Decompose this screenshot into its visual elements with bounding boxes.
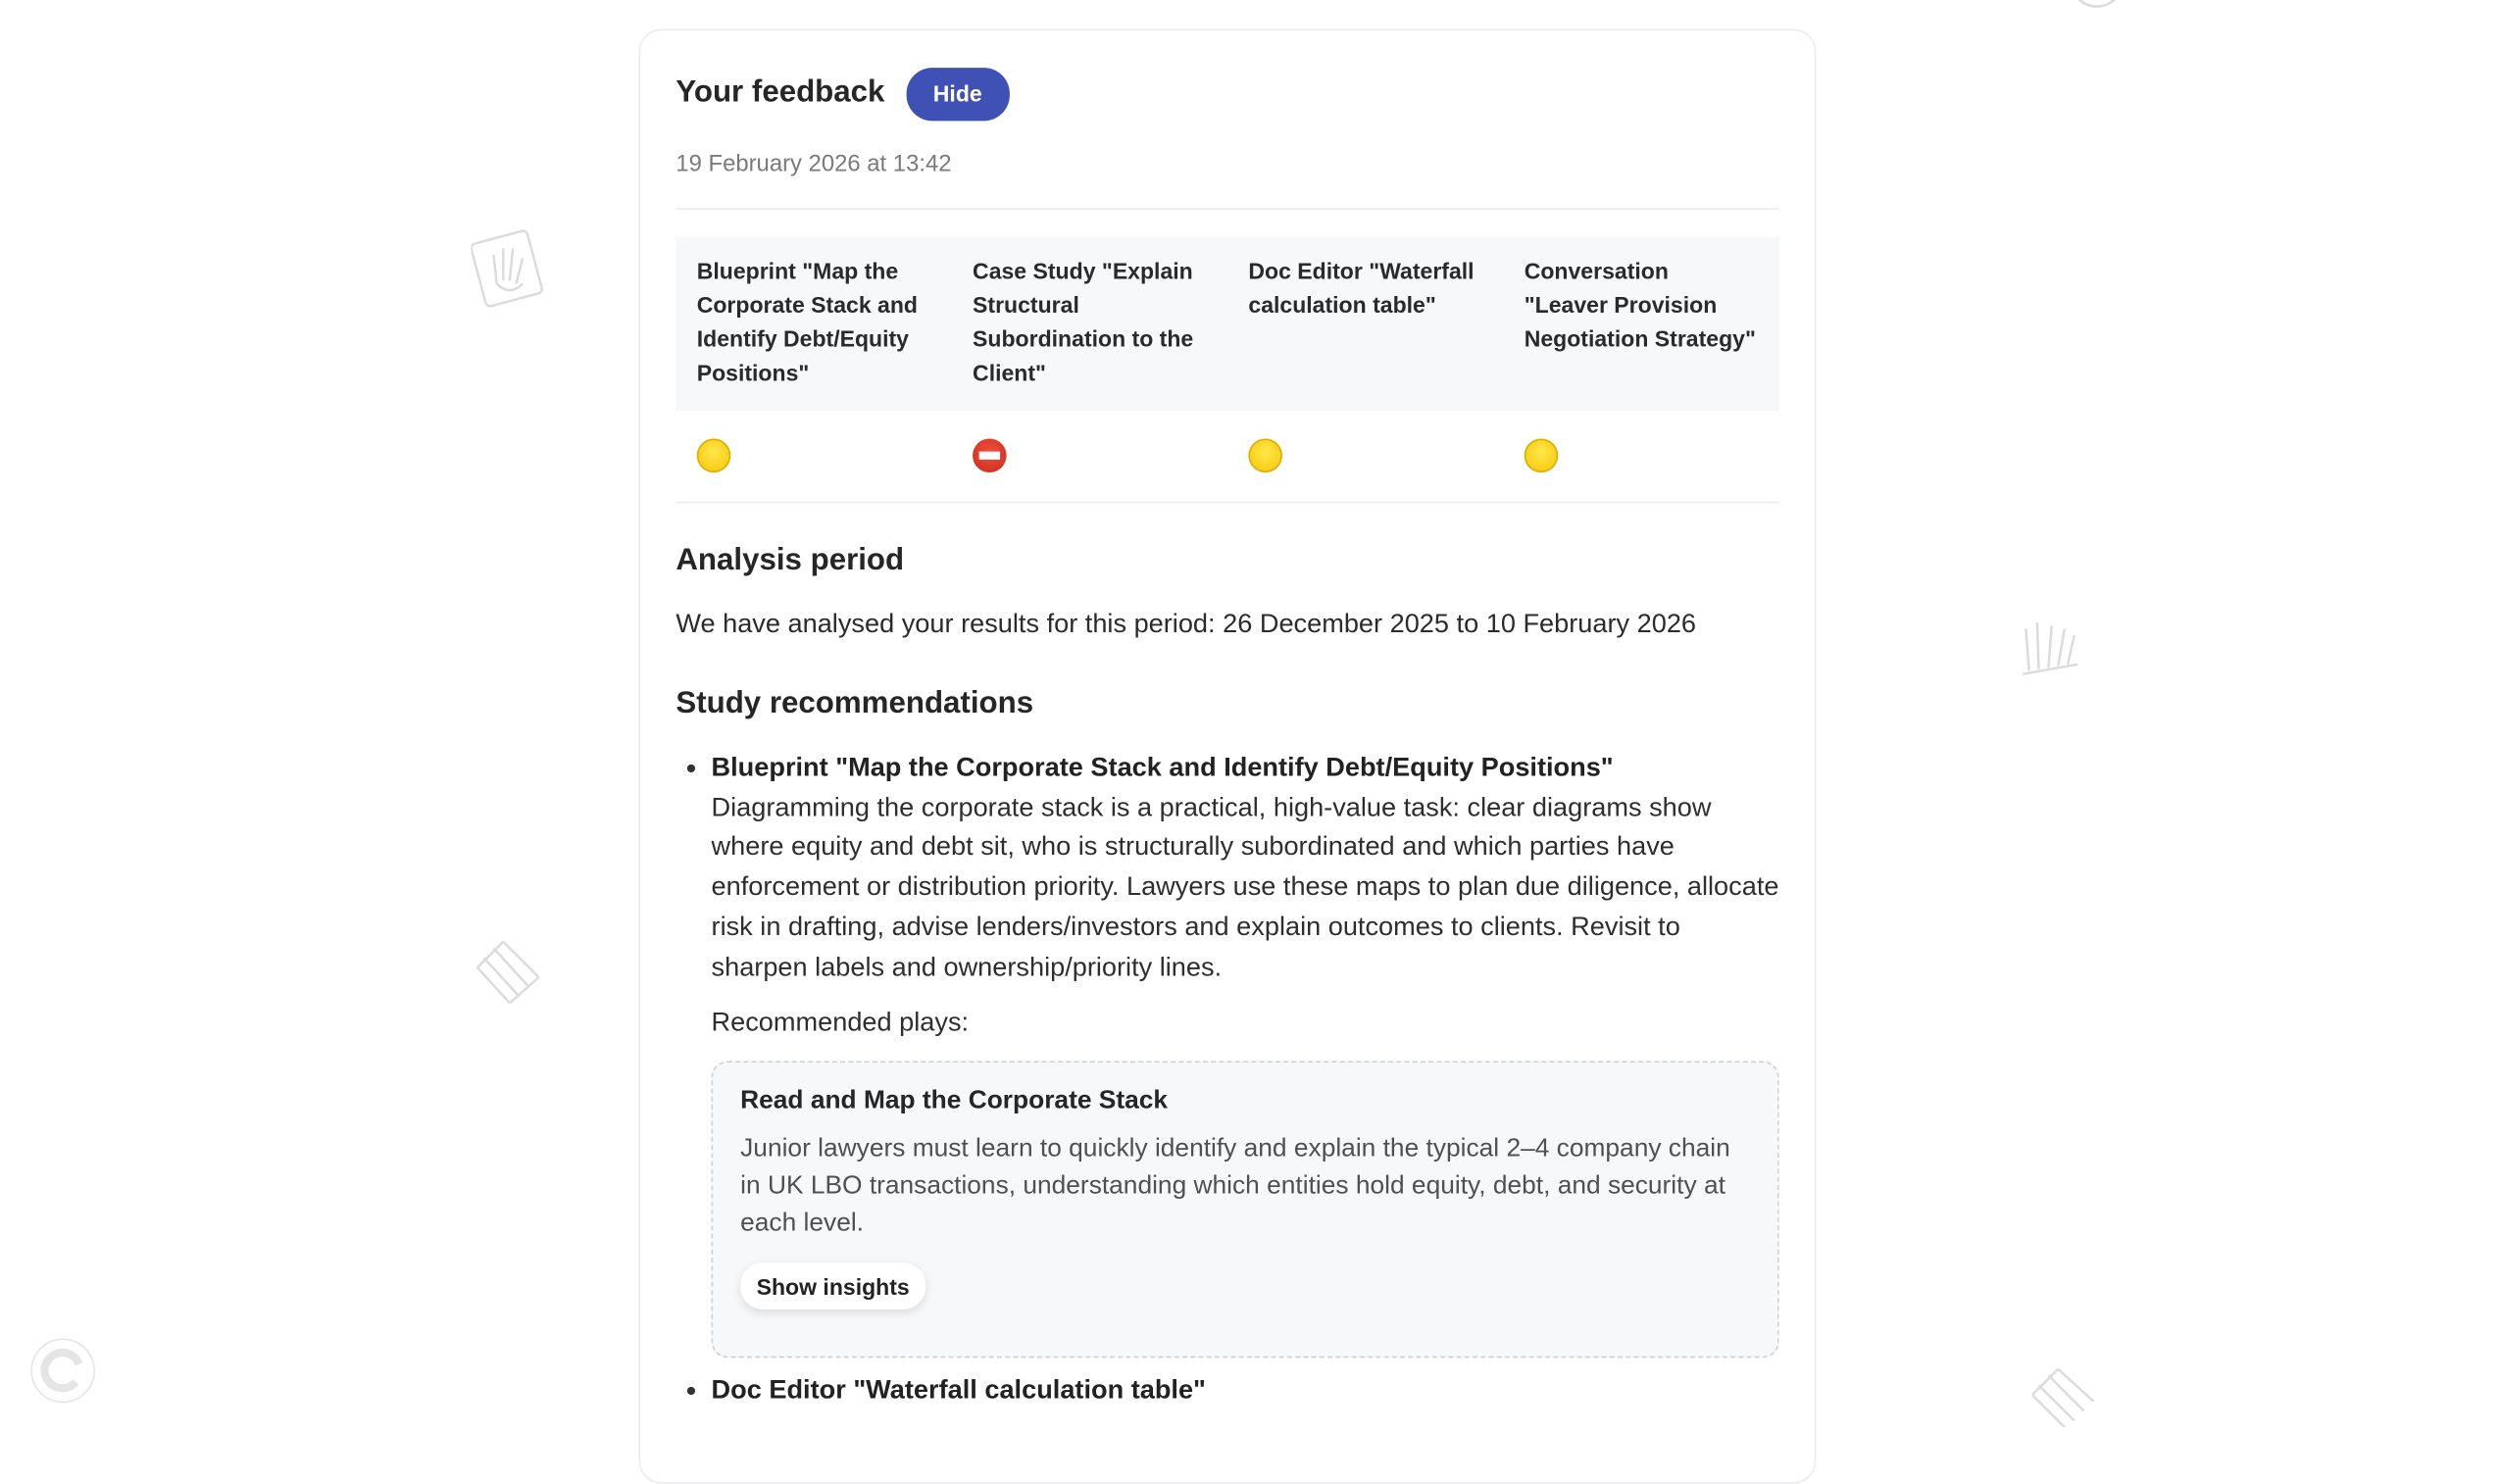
divider	[675, 502, 1778, 504]
bullet	[687, 1387, 695, 1395]
hand-icon	[471, 225, 548, 310]
feedback-card	[638, 29, 1816, 1484]
hide-button[interactable]: Hide	[906, 67, 1010, 120]
play-title: Read and Map the Corporate Stack	[740, 1087, 1169, 1115]
show-insights-button[interactable]: Show insights	[740, 1263, 925, 1311]
yellow-circle-icon	[1525, 438, 1559, 472]
recommendations-list	[675, 748, 1778, 1410]
analysis-text: We have analysed your results for this period: 26 December 2025 to 10 February 2026	[675, 609, 1697, 639]
play-card	[712, 1062, 1779, 1359]
recommendations-heading: Study recommendations	[675, 686, 1034, 721]
recommended-plays-label: Recommended plays:	[711, 1008, 970, 1038]
bullet	[687, 765, 695, 772]
feedback-title: Your feedback	[675, 75, 885, 110]
recommendation-title: Blueprint "Map the Corporate Stack and Identify Debt/Equity Positions"	[711, 753, 1614, 782]
feedback-header	[675, 66, 1009, 121]
table-header-cell: Doc Editor "Waterfall calculation table"	[1248, 258, 1475, 319]
notes-icon	[471, 935, 545, 1010]
divider	[675, 208, 1778, 210]
circle-icon	[2068, 0, 2125, 10]
table-row	[675, 412, 1778, 502]
play-description: Junior lawyers must learn to quickly identify and explain the typical 2–4 company chain in UK LBO transactions, understanding which entities hold equity, debt, and security at each level.	[740, 1135, 1730, 1238]
list-item	[675, 748, 1778, 1358]
logo-icon[interactable]	[29, 1337, 97, 1405]
feedback-date: 19 February 2026 at 13:42	[675, 151, 952, 177]
table-header-cell: Case Study "Explain Structural Subordination to the Client"	[973, 258, 1194, 386]
analysis-heading: Analysis period	[675, 543, 905, 577]
activity-table-header	[675, 237, 1778, 412]
recommendation-title: Doc Editor "Waterfall calculation table"	[711, 1375, 1206, 1406]
list-item	[675, 1371, 1778, 1411]
notes-icon	[2025, 1362, 2100, 1427]
recommendation-body: Diagramming the corporate stack is a practical, high-value task: clear diagrams show where equity and debt sit, who is structurally subordinated and which parties have enforcement or distribution priority. Lawyers use these maps to plan due diligence, allocate risk in drafting, advise lenders/investors and explain outcomes to clients. Revisit to sharpen labels and ownership/priority lines.	[711, 792, 1779, 982]
yellow-circle-icon	[697, 438, 731, 472]
table-header-cell: Conversation "Leaver Provision Negotiation Strategy"	[1524, 258, 1756, 352]
table-header-cell: Blueprint "Map the Corporate Stack and Identify Debt/Equity Positions"	[696, 258, 919, 386]
books-icon	[2013, 610, 2087, 684]
yellow-circle-icon	[1248, 438, 1282, 472]
no-entry-icon	[973, 438, 1007, 472]
